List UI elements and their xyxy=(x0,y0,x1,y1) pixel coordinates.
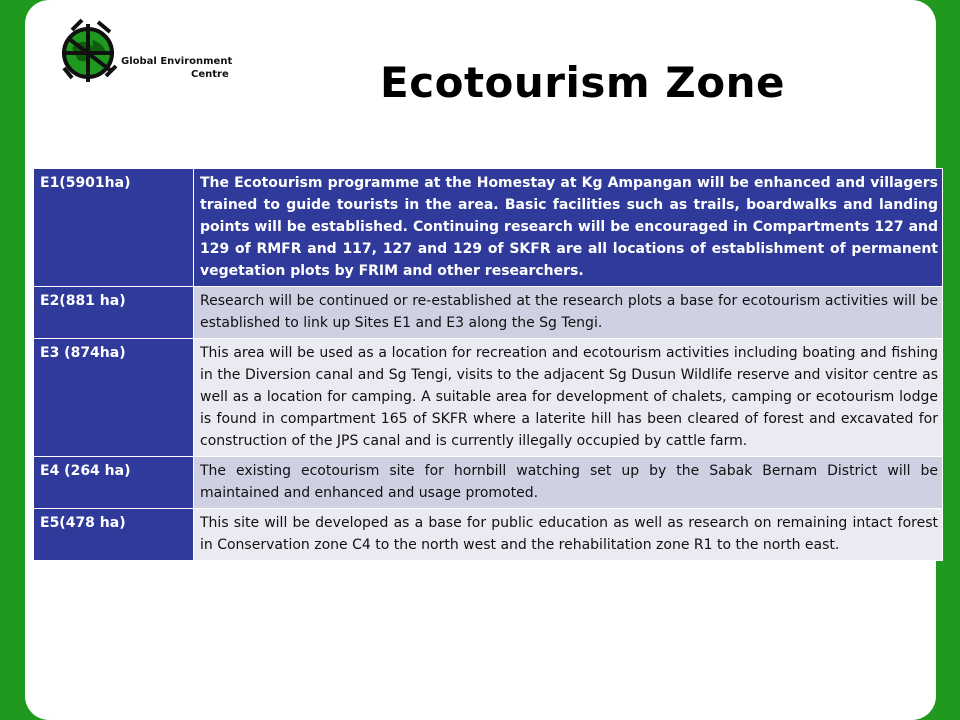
zone-cell: E3 (874ha) xyxy=(34,339,194,457)
description-cell: The Ecotourism programme at the Homestay at Kg Ampangan will be enhanced and villagers trained to guide tourists in the area. Basic facilities such as trails, boardwalks and landing points will be established. Continuing research will be encouraged in Compartments 127 and 129 of RMFR and 117, 127 and 129 of SKFR are all locations of establishment of permanent vegetation plots by FRIM and other researchers. xyxy=(194,169,943,287)
logo-wordmark xyxy=(121,55,232,81)
page-title: Ecotourism Zone xyxy=(380,58,785,107)
description-cell: Research will be continued or re-established at the research plots a base for ecotourism activities will be established to link up Sites E1 and E3 along the Sg Tengi. xyxy=(194,287,943,339)
zone-table xyxy=(33,168,943,561)
table-row xyxy=(34,457,943,509)
table-row xyxy=(34,169,943,287)
zone-cell: E4 (264 ha) xyxy=(34,457,194,509)
zone-cell: E2(881 ha) xyxy=(34,287,194,339)
logo-line-2: Centre xyxy=(191,69,229,80)
table-row xyxy=(34,509,943,561)
zone-cell: E5(478 ha) xyxy=(34,509,194,561)
description-cell: The existing ecotourism site for hornbill watching set up by the Sabak Bernam District will be maintained and enhanced and usage promoted. xyxy=(194,457,943,509)
zone-cell: E1(5901ha) xyxy=(34,169,194,287)
table-row xyxy=(34,339,943,457)
description-cell: This site will be developed as a base for public education as well as research on remaining intact forest in Conservation zone C4 to the north west and the rehabilitation zone R1 to the north east. xyxy=(194,509,943,561)
table-row xyxy=(34,287,943,339)
logo-line-1: Global Environment xyxy=(121,56,233,67)
description-cell: This area will be used as a location for recreation and ecotourism activities including boating and fishing in the Diversion canal and Sg Tengi, visits to the adjacent Sg Dusun Wildlife reserve and visitor centre as well as a location for camping. A suitable area for development of chalets, camping or ecotourism lodge is found in compartment 165 of SKFR where a laterite hill has been cleared of forest and excavated for construction of the JPS canal and is currently illegally occupied by cattle farm. xyxy=(194,339,943,457)
